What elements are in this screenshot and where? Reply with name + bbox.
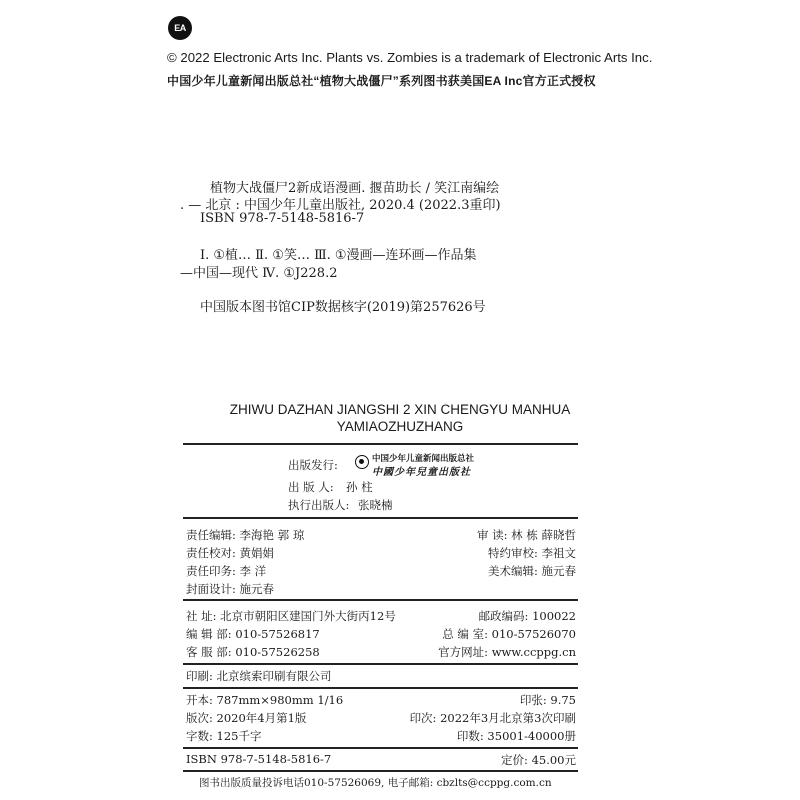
copyright-notice: © 2022 Electronic Arts Inc. Plants vs. Zombies is a trademark of Electronic Arts Inc. — [167, 50, 653, 65]
print-run: 印数: 35001-40000册 — [456, 729, 576, 743]
service-phone: 客 服 部: 010-57526258 — [186, 645, 320, 659]
printer: 印刷: 北京缤索印刷有限公司 — [186, 669, 332, 683]
divider — [183, 663, 578, 665]
proofreader: 责任校对: 黄娟娟 — [186, 546, 275, 560]
divider — [183, 770, 578, 772]
website: 官方网址: www.ccppg.cn — [438, 645, 576, 659]
issuer-label: 出版发行: — [288, 458, 338, 472]
edition: 版次: 2020年4月第1版 — [186, 711, 307, 725]
format: 开本: 787mm×980mm 1/16 — [186, 693, 344, 707]
editorial-phone: 编 辑 部: 010-57526817 — [186, 627, 320, 641]
cip-classification-cont: —中国—现代 Ⅳ. ①J228.2 — [180, 266, 338, 281]
pinyin-title-line1: ZHIWU DAZHAN JIANGSHI 2 XIN CHENGYU MANHUA — [229, 402, 571, 417]
special-review: 特约审校: 李祖文 — [487, 546, 576, 560]
divider — [183, 443, 578, 445]
price: 定价: 45.00元 — [501, 753, 576, 767]
impression: 印次: 2022年3月北京第3次印刷 — [409, 711, 576, 725]
cip-publication-line: . — 北京 : 中国少年儿童出版社, 2020.4 (2022.3重印) — [180, 198, 501, 213]
exec-publisher-name: 张晓楠 — [358, 498, 393, 512]
publisher-logo-icon — [355, 455, 369, 469]
complaint-contact: 图书出版质量投诉电话010-57526069, 电子邮箱: cbzlts@ccppg.com.cn — [199, 777, 552, 789]
publisher-name: 孙 柱 — [346, 480, 373, 494]
divider — [183, 687, 578, 689]
divider — [183, 747, 578, 749]
reviewer: 审 读: 林 栋 薛晓哲 — [477, 528, 576, 542]
publisher-label: 出 版 人: — [288, 480, 334, 494]
isbn: ISBN 978-7-5148-5816-7 — [186, 752, 332, 766]
printing-manager: 责任印务: 李 洋 — [186, 564, 267, 578]
exec-publisher-label: 执行出版人: — [288, 498, 350, 512]
issuer-name-line2: 中國少年兒童出版社 — [372, 467, 471, 478]
sheets: 印张: 9.75 — [519, 693, 576, 707]
word-count: 字数: 125千字 — [186, 729, 262, 743]
cip-record-number: 中国版本图书馆CIP数据核字(2019)第257626号 — [200, 300, 486, 315]
art-editor: 美术编辑: 施元春 — [487, 564, 576, 578]
divider — [183, 599, 578, 601]
address: 社 址: 北京市朝阳区建国门外大街丙12号 — [186, 609, 396, 623]
cover-design: 封面设计: 施元春 — [186, 582, 275, 596]
responsible-editor: 责任编辑: 李海艳 郭 琼 — [186, 528, 305, 542]
cip-title-line: 植物大战僵尸2新成语漫画. 揠苗助长 / 笑江南编绘 — [210, 181, 500, 196]
issuer-name-line1: 中国少年儿童新闻出版总社 — [372, 454, 475, 464]
license-notice: 中国少年儿童新闻出版总社“植物大战僵尸”系列图书获美国EA Inc官方正式授权 — [167, 74, 596, 88]
ea-logo: EA — [168, 16, 192, 40]
cip-classification-line: Ⅰ. ①植… Ⅱ. ①笑… Ⅲ. ①漫画—连环画—作品集 — [200, 248, 477, 263]
cip-isbn-line: ISBN 978-7-5148-5816-7 — [200, 211, 365, 226]
pinyin-title-line2: YAMIAOZHUZHANG — [336, 419, 464, 434]
postcode: 邮政编码: 100022 — [478, 609, 576, 623]
divider — [183, 517, 578, 519]
chief-office-phone: 总 编 室: 010-57526070 — [442, 627, 576, 641]
